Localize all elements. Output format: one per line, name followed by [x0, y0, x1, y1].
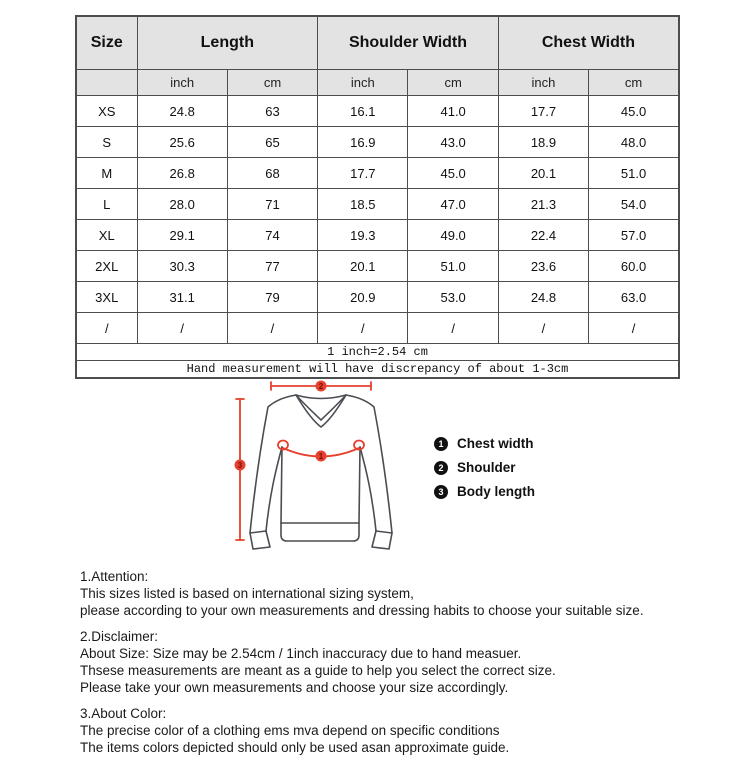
cell: 20.9 — [318, 282, 408, 313]
cell: XS — [76, 96, 137, 127]
cell: 29.1 — [137, 220, 227, 251]
legend-number-2-icon: 2 — [434, 461, 448, 475]
col-header-chest-width: Chest Width — [498, 16, 679, 70]
legend-number-1-icon: 1 — [434, 437, 448, 451]
disclaimer-title: 2.Disclaimer: — [80, 629, 159, 644]
inch-conversion-note: 1 inch=2.54 cm — [76, 344, 679, 361]
table-row-m — [76, 158, 679, 189]
col-header-shoulder-width: Shoulder Width — [318, 16, 499, 70]
cell: 79 — [227, 282, 317, 313]
cell: 30.3 — [137, 251, 227, 282]
sweater-outline — [250, 395, 392, 549]
legend-label-shoulder: Shoulder — [457, 460, 516, 475]
cell: 17.7 — [318, 158, 408, 189]
cell: 63 — [227, 96, 317, 127]
cell: 23.6 — [498, 251, 588, 282]
units-length-inch: inch — [137, 70, 227, 96]
units-chest-cm: cm — [589, 70, 679, 96]
cell: 48.0 — [589, 127, 679, 158]
table-row-2xl — [76, 251, 679, 282]
legend-label-body-length: Body length — [457, 484, 535, 499]
about-color-title: 3.About Color: — [80, 706, 167, 721]
cell: 41.0 — [408, 96, 498, 127]
table-units-row — [76, 70, 679, 96]
cell: 17.7 — [498, 96, 588, 127]
cell: 24.8 — [137, 96, 227, 127]
cell: 28.0 — [137, 189, 227, 220]
disclaimer-line: Please take your own measurements and choose your size accordingly. — [80, 680, 509, 695]
cell: 16.1 — [318, 96, 408, 127]
table-row-s — [76, 127, 679, 158]
cell: 51.0 — [589, 158, 679, 189]
table-row-3xl — [76, 282, 679, 313]
cell: XL — [76, 220, 137, 251]
about-color-note — [80, 705, 700, 756]
cell: M — [76, 158, 137, 189]
cell: 71 — [227, 189, 317, 220]
table-header-row — [76, 16, 679, 70]
notes-section — [80, 568, 700, 765]
legend-item-body-length — [434, 484, 535, 499]
shoulder-marker-number: 2 — [318, 382, 324, 391]
attention-line: This sizes listed is based on international sizing system, — [80, 586, 414, 601]
cell: 25.6 — [137, 127, 227, 158]
attention-note — [80, 568, 700, 619]
cell: / — [498, 313, 588, 344]
cell: / — [76, 313, 137, 344]
cell: 51.0 — [408, 251, 498, 282]
size-table — [75, 15, 680, 379]
cell: / — [137, 313, 227, 344]
cell: 45.0 — [589, 96, 679, 127]
cell: 24.8 — [498, 282, 588, 313]
cell: 20.1 — [318, 251, 408, 282]
cell: 16.9 — [318, 127, 408, 158]
cell: 3XL — [76, 282, 137, 313]
table-row-xs — [76, 96, 679, 127]
table-row-xl — [76, 220, 679, 251]
col-header-size: Size — [76, 16, 137, 70]
cell: 18.5 — [318, 189, 408, 220]
cell: 74 — [227, 220, 317, 251]
attention-title: 1.Attention: — [80, 569, 149, 584]
length-marker-number: 3 — [237, 461, 243, 470]
sweater-diagram — [200, 375, 600, 575]
cell: 22.4 — [498, 220, 588, 251]
attention-line: please according to your own measurements and dressing habits to choose your suitable size. — [80, 603, 644, 618]
units-blank-cell — [76, 70, 137, 96]
about-color-line: The items colors depicted should only be used asan approximate guide. — [80, 740, 510, 755]
cell: / — [318, 313, 408, 344]
legend-item-chest — [434, 436, 535, 451]
cell: S — [76, 127, 137, 158]
cell: 57.0 — [589, 220, 679, 251]
cell: 45.0 — [408, 158, 498, 189]
cell: 53.0 — [408, 282, 498, 313]
chest-marker-number: 1 — [318, 452, 324, 461]
units-chest-inch: inch — [498, 70, 588, 96]
disclaimer-note — [80, 628, 700, 696]
cell: 65 — [227, 127, 317, 158]
cell: / — [589, 313, 679, 344]
about-color-line: The precise color of a clothing ems mva depend on specific conditions — [80, 723, 500, 738]
cell: 47.0 — [408, 189, 498, 220]
cell: 2XL — [76, 251, 137, 282]
cell: 60.0 — [589, 251, 679, 282]
disclaimer-line: Thsese measurements are meant as a guide to help you select the correct size. — [80, 663, 556, 678]
measurement-legend — [434, 436, 535, 499]
cell: 68 — [227, 158, 317, 189]
units-shoulder-inch: inch — [318, 70, 408, 96]
legend-label-chest: Chest width — [457, 436, 534, 451]
cell: 54.0 — [589, 189, 679, 220]
cell: 63.0 — [589, 282, 679, 313]
table-row-empty — [76, 313, 679, 344]
units-length-cm: cm — [227, 70, 317, 96]
cell: 21.3 — [498, 189, 588, 220]
disclaimer-line: About Size: Size may be 2.54cm / 1inch inaccuracy due to hand measuer. — [80, 646, 522, 661]
legend-number-3-icon: 3 — [434, 485, 448, 499]
cell: 43.0 — [408, 127, 498, 158]
hand-measurement-note: Hand measurement will have discrepancy of about 1-3cm — [76, 361, 679, 379]
units-shoulder-cm: cm — [408, 70, 498, 96]
cell: 19.3 — [318, 220, 408, 251]
cell: 77 — [227, 251, 317, 282]
table-row-l — [76, 189, 679, 220]
col-header-length: Length — [137, 16, 318, 70]
cell: 20.1 — [498, 158, 588, 189]
cell: 26.8 — [137, 158, 227, 189]
cell: / — [227, 313, 317, 344]
table-note-inch-conversion — [76, 344, 679, 361]
cell: L — [76, 189, 137, 220]
legend-item-shoulder — [434, 460, 535, 475]
cell: 49.0 — [408, 220, 498, 251]
cell: 18.9 — [498, 127, 588, 158]
cell: / — [408, 313, 498, 344]
sweater-drawing — [200, 375, 432, 575]
cell: 31.1 — [137, 282, 227, 313]
